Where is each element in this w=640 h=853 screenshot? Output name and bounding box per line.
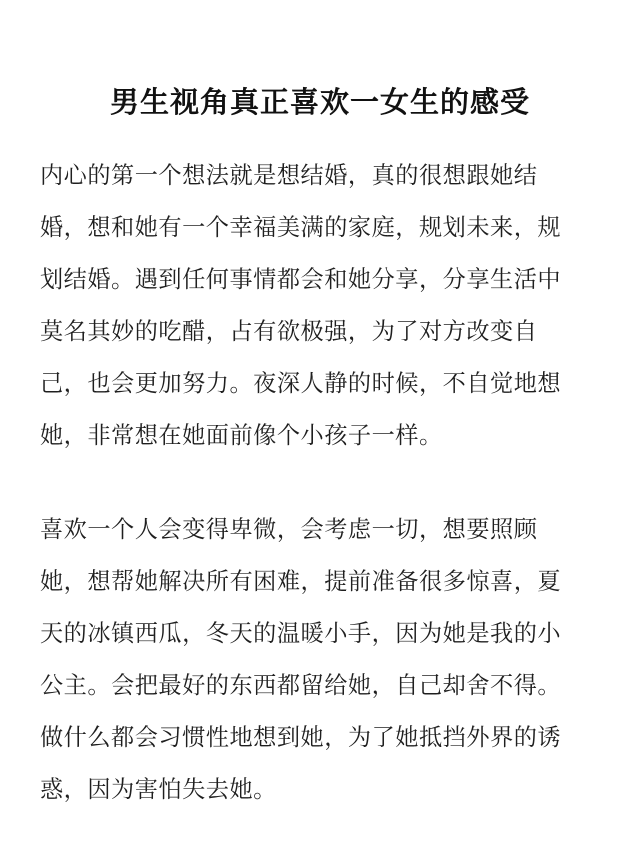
paragraph-line: 婚，想和她有一个幸福美满的家庭，规划未来，规 bbox=[40, 214, 562, 241]
paragraph-line: 她，非常想在她面前像个小孩子一样。 bbox=[40, 422, 443, 449]
paragraph-line: 内心的第一个想法就是想结婚，真的很想跟她结 bbox=[40, 162, 538, 189]
paragraph-line: 己，也会更加努力。夜深人静的时候，不自觉地想 bbox=[40, 370, 562, 397]
paragraph-line: 公主。会把最好的东西都留给她，自己却舍不得。 bbox=[40, 672, 562, 699]
page-title: 男生视角真正喜欢一女生的感受 bbox=[109, 85, 530, 119]
paragraph-line: 惑，因为害怕失去她。 bbox=[40, 776, 277, 803]
paragraph-line: 喜欢一个人会变得卑微，会考虑一切，想要照顾 bbox=[40, 516, 538, 543]
paragraph-line: 天的冰镇西瓜，冬天的温暖小手，因为她是我的小 bbox=[40, 620, 562, 647]
paragraph-line: 莫名其妙的吃醋，占有欲极强，为了对方改变自 bbox=[40, 318, 538, 345]
paragraph-line: 她，想帮她解决所有困难，提前准备很多惊喜，夏 bbox=[40, 568, 562, 595]
paragraph-2 bbox=[40, 504, 600, 816]
paragraph-line: 做什么都会习惯性地想到她，为了她抵挡外界的诱 bbox=[40, 724, 562, 751]
paragraph-1 bbox=[40, 150, 600, 462]
paragraph-line: 划结婚。遇到任何事情都会和她分享，分享生活中 bbox=[40, 266, 562, 293]
